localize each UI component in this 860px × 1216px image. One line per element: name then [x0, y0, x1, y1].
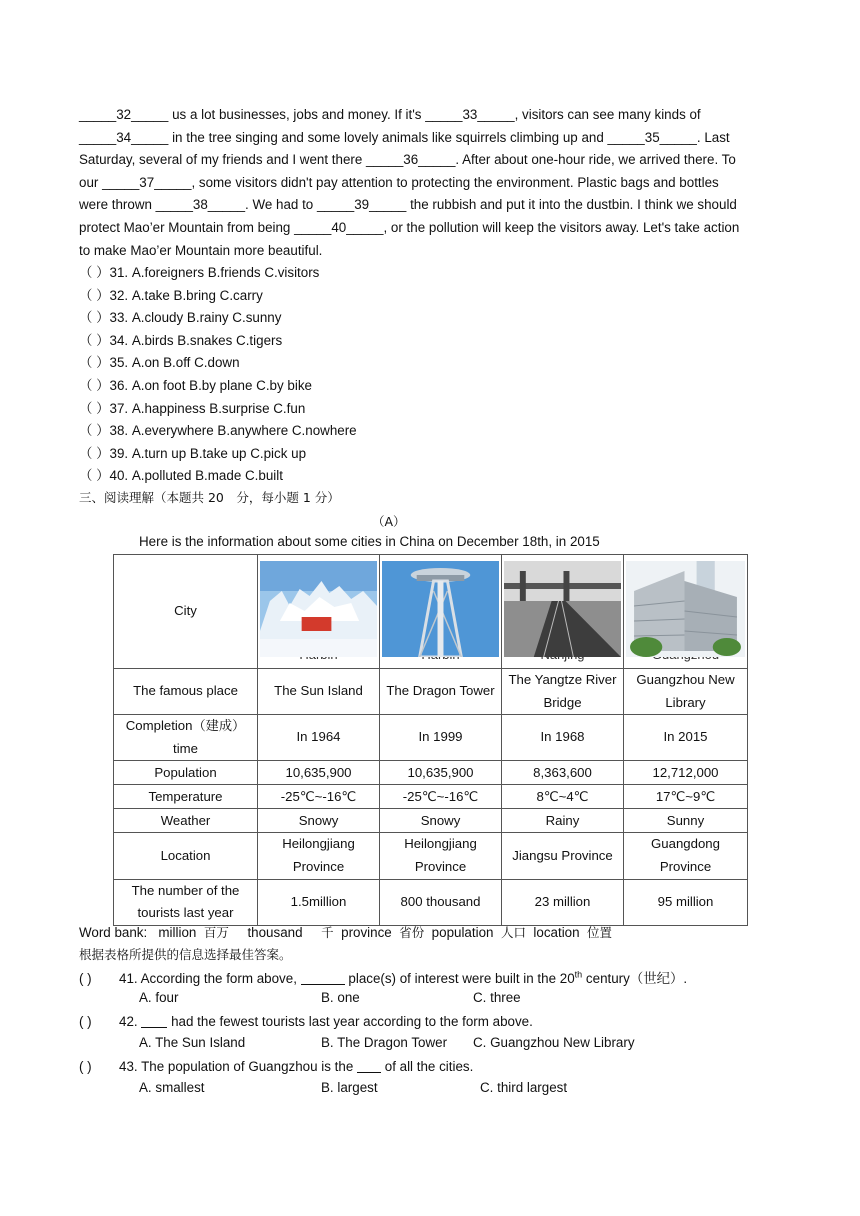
city-photo-cell [380, 555, 502, 669]
table-cell: In 1964 [258, 715, 380, 761]
question-text: place(s) of interest were built in the 20 [348, 971, 575, 986]
yangtze-bridge-photo [504, 561, 621, 657]
table-cell: 800 thousand [380, 879, 502, 925]
table-row [114, 761, 748, 785]
answer-paren[interactable]: ( ) [79, 1059, 92, 1074]
city-photo-cell [258, 555, 380, 669]
word-en: thousand [247, 925, 303, 940]
table-cell: 10,635,900 [258, 761, 380, 785]
option-34: （ ）34. A.birds B.snakes C.tigers [79, 332, 283, 348]
city-header: City [114, 555, 258, 669]
option-36: （ ）36. A.on foot B.by plane C.by bike [79, 377, 312, 393]
table-cell: Guangdong Province [624, 833, 748, 879]
table-row [114, 669, 748, 715]
question-number: 42. [119, 1014, 138, 1029]
option-31: （ ）31. A.foreigners B.friends C.visitors [79, 265, 320, 280]
passage-line: Saturday, several of my friends and I went there _____36_____. After about one-hour ride, we arrived there. To [79, 152, 736, 168]
table-cell: In 1999 [380, 715, 502, 761]
question-number: 43. [119, 1059, 138, 1074]
choice-b[interactable]: B. largest [321, 1080, 378, 1095]
word-en: province [341, 925, 392, 940]
row-label: Location [114, 833, 258, 879]
table-cell: 8℃~4℃ [502, 785, 624, 809]
superscript: th [574, 969, 583, 980]
table-cell: Snowy [380, 809, 502, 833]
table-intro: Here is the information about some cities in China on December 18th, in 2015 [139, 534, 600, 549]
table-cell: Rainy [502, 809, 624, 833]
question-42 [79, 1013, 533, 1029]
question-43 [79, 1058, 473, 1074]
row-label: Weather [114, 809, 258, 833]
option-37: （ ）37. A.happiness B.surprise C.fun [79, 400, 306, 416]
word-bank-label: Word bank: [79, 925, 148, 940]
table-cell: 95 million [624, 879, 748, 925]
answer-blank[interactable] [301, 970, 345, 985]
option-33: （ ）33. A.cloudy B.rainy C.sunny [79, 310, 282, 326]
table-cell: 17℃~9℃ [624, 785, 748, 809]
table-row [114, 715, 748, 761]
table-row [114, 809, 748, 833]
table-row [114, 785, 748, 809]
word-cn: 百万 [203, 925, 229, 940]
table-cell: In 2015 [624, 715, 748, 761]
row-label: Population [114, 761, 258, 785]
word-cn: 省份 [399, 925, 425, 940]
table-cell: The Sun Island [258, 669, 380, 715]
section-title: 三、阅读理解（本题共 20 分，每小题 1 分） [79, 490, 340, 505]
choice-b[interactable]: B. The Dragon Tower [321, 1035, 448, 1050]
table-cell: 1.5million [258, 879, 380, 925]
table-cell: -25℃~-16℃ [258, 785, 380, 809]
row-label: Temperature [114, 785, 258, 809]
cloze-options [79, 262, 357, 488]
word-en: population [431, 925, 494, 940]
choice-c[interactable]: C. Guangzhou New Library [473, 1035, 635, 1050]
table-cell: -25℃~-16℃ [380, 785, 502, 809]
question-number: 41. [119, 971, 138, 986]
table-cell: 8,363,600 [502, 761, 624, 785]
question-text: had the fewest tourists last year according to the form above. [171, 1014, 533, 1029]
table-row [114, 833, 748, 879]
table-cell: 23 million [502, 879, 624, 925]
table-cell: 12,712,000 [624, 761, 748, 785]
sun-island-photo [260, 561, 377, 657]
answer-paren[interactable]: ( ) [79, 1014, 92, 1029]
question-text: According the form above, [140, 971, 297, 986]
table-cell: Heilongjiang Province [380, 833, 502, 879]
table-cell: 10,635,900 [380, 761, 502, 785]
table-row [114, 879, 748, 925]
choice-a[interactable]: A. smallest [139, 1080, 205, 1095]
passage-label: （A） [372, 514, 406, 529]
answer-blank[interactable] [357, 1058, 381, 1073]
question-41 [79, 968, 687, 987]
guangzhou-library-photo [626, 561, 745, 657]
passage-line: _____34_____ in the tree singing and some lovely animals like squirrels climbing up and _____35_____. Last [79, 129, 730, 145]
choice-c[interactable]: C. third largest [480, 1080, 568, 1095]
instruction: 根据表格所提供的信息选择最佳答案。 [79, 947, 292, 962]
option-32: （ ）32. A.take B.bring C.carry [79, 287, 263, 303]
option-40: （ ）40. A.polluted B.made C.built [79, 468, 283, 484]
passage-line: to make Mao’er Mountain more beautiful. [79, 242, 323, 258]
word-cn: 位置 [587, 925, 613, 940]
answer-blank[interactable] [141, 1013, 167, 1028]
table-cell: In 1968 [502, 715, 624, 761]
question-text: of all the cities. [384, 1059, 474, 1074]
word-en: location [533, 925, 580, 940]
table-cell: Snowy [258, 809, 380, 833]
question-text: The population of Guangzhou is the [141, 1059, 354, 1074]
word-en: million [158, 925, 197, 940]
table-cell: Guangzhou New Library [624, 669, 748, 715]
dragon-tower-photo [382, 561, 499, 657]
table-cell: Heilongjiang Province [258, 833, 380, 879]
word-cn: 人口 [500, 925, 526, 940]
cloze-passage [79, 104, 779, 262]
choice-c[interactable]: C. three [473, 990, 521, 1005]
row-label: The number of the tourists last year [114, 879, 258, 925]
table-cell: The Yangtze River Bridge [502, 669, 624, 715]
choice-b[interactable]: B. one [321, 990, 360, 1005]
city-photo-cell [502, 555, 624, 669]
city-photo-cell [624, 555, 748, 669]
choice-a[interactable]: A. four [139, 990, 179, 1005]
row-label: The famous place [114, 669, 258, 715]
table-cell: Jiangsu Province [502, 833, 624, 879]
table-cell: The Dragon Tower [380, 669, 502, 715]
choice-a[interactable]: A. The Sun Island [139, 1035, 246, 1050]
passage-line: protect Mao’er Mountain from being _____40_____, or the pollution will keep the visitors away. Let's take action [79, 219, 740, 235]
option-39: （ ）39. A.turn up B.take up C.pick up [79, 445, 307, 461]
question-text: century（世纪）. [585, 971, 688, 986]
passage-line: were thrown _____38_____. We had to _____39_____ the rubbish and put it into the dustbin. I think we should [79, 197, 737, 213]
table-cell: Sunny [624, 809, 748, 833]
passage-line: _____32_____ us a lot businesses, jobs and money. If it's _____33_____, visitors can see many kinds of [79, 107, 701, 122]
option-38: （ ）38. A.everywhere B.anywhere C.nowhere [79, 423, 357, 439]
table-row [114, 555, 748, 669]
row-label: Completion（建成）time [114, 715, 258, 761]
passage-line: our _____37_____, some visitors didn't pay attention to protecting the environment. Plastic bags and bottles [79, 174, 719, 190]
word-cn: 千 [321, 925, 334, 940]
answer-paren[interactable]: ( ) [79, 971, 92, 986]
option-35: （ ）35. A.on B.off C.down [79, 355, 240, 371]
word-bank [79, 923, 612, 941]
city-info-table [113, 554, 748, 926]
